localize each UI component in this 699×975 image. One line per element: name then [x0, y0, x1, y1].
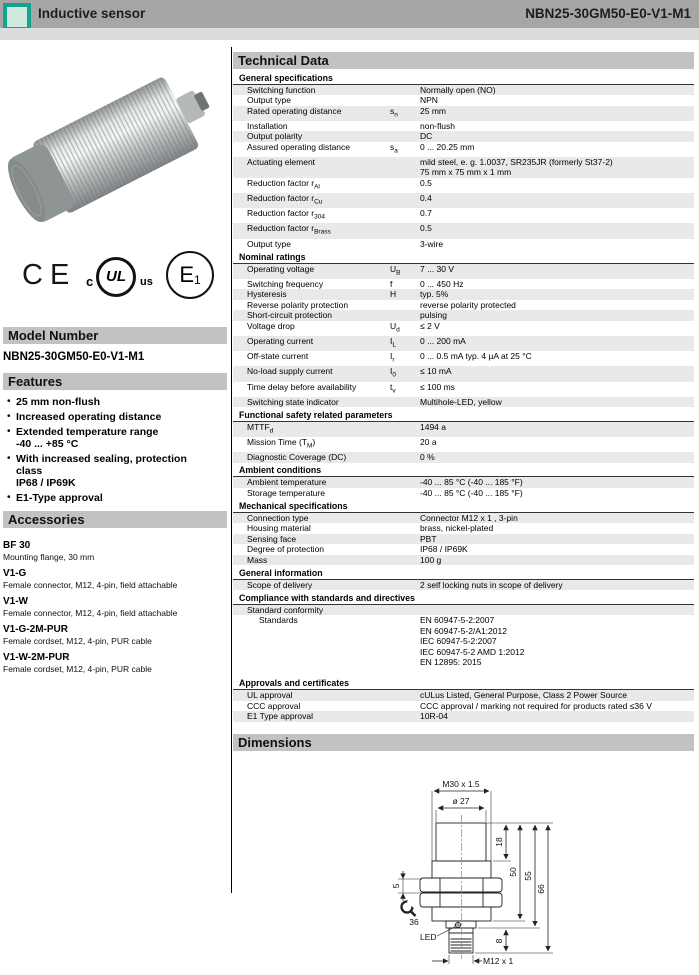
spec-label: Switching frequency	[247, 278, 324, 289]
spec-symbol	[390, 513, 420, 524]
accessory-description: Female cordset, M12, 4-pin, PUR cable	[3, 664, 152, 674]
spec-symbol: f	[390, 278, 393, 289]
spec-symbol	[390, 555, 420, 566]
spec-label: Sensing face	[247, 533, 297, 544]
spec-symbol: $s_a$	[390, 141, 398, 155]
spec-row	[233, 351, 694, 366]
spec-label: Switching state indicator	[247, 396, 339, 407]
spec-value-line: EN 12895: 2015	[420, 657, 482, 668]
spec-symbol	[390, 544, 420, 555]
spec-value	[420, 239, 694, 250]
model-number-heading: Model Number	[3, 327, 227, 344]
connector-thread-label: M12 x 1	[483, 955, 514, 966]
spec-value	[420, 605, 694, 616]
bullet-icon: •	[7, 426, 11, 437]
spec-row	[233, 397, 694, 408]
spec-value-line: 7 ... 30 V	[420, 263, 455, 274]
spec-row	[233, 615, 694, 668]
spec-label: Reverse polarity protection	[247, 299, 349, 310]
spec-value	[420, 142, 694, 157]
spec-value	[420, 223, 694, 238]
spec-value-line: 100 g	[420, 554, 442, 565]
spec-value-line: ≤ 10 mA	[420, 366, 452, 377]
spec-row	[233, 95, 694, 106]
spec-symbol	[390, 121, 420, 132]
spec-symbol	[390, 488, 420, 499]
feature-line: E1-Type approval	[16, 492, 103, 504]
spec-symbol: $I_L$	[390, 336, 396, 349]
spec-symbol	[390, 131, 420, 142]
dimension-drawing	[370, 775, 670, 975]
spec-row	[233, 239, 694, 250]
right-column	[233, 52, 699, 975]
spec-row	[233, 690, 694, 701]
spec-value-line: IEC 60947-5-2:2007	[420, 636, 497, 647]
dimensions-heading: Dimensions	[233, 734, 694, 751]
spec-label: Assured operating distance	[247, 141, 351, 152]
spec-label: Rated operating distance	[247, 105, 342, 116]
spec-row	[233, 264, 694, 279]
wrench-icon	[402, 896, 419, 915]
page-header	[0, 0, 699, 28]
spec-value	[420, 701, 694, 712]
spec-label: Reduction factor $r_{Cu}$	[247, 193, 323, 206]
accessory-description: Female cordset, M12, 4-pin, PUR cable	[3, 636, 152, 646]
spec-value-line: 25 mm	[420, 105, 446, 116]
dim-18-label: 18	[494, 836, 504, 847]
dim-55-label: 55	[523, 870, 533, 881]
spec-row	[233, 534, 694, 545]
spec-symbol	[390, 452, 420, 463]
spec-row	[233, 422, 694, 437]
spec-symbol	[390, 300, 420, 311]
spec-label: Operating current	[247, 336, 314, 346]
spec-value	[420, 157, 694, 178]
spec-value-line: Multihole-LED, yellow	[420, 396, 502, 407]
spec-value	[420, 544, 694, 555]
dim-5-label: 5	[391, 883, 401, 888]
spec-row	[233, 701, 694, 712]
spec-label: Time delay before availability	[247, 381, 357, 392]
spec-value	[420, 711, 694, 722]
spec-value	[420, 437, 694, 452]
spec-symbol: H	[390, 289, 397, 300]
cULus-logo-icon	[86, 256, 164, 302]
spec-value-line: 2 self locking nuts in scope of delivery	[420, 579, 563, 590]
accessories-list	[3, 534, 225, 674]
spec-label: Housing material	[247, 523, 311, 534]
feature-text	[16, 426, 158, 450]
accessory-name: V1-W	[3, 596, 28, 607]
spec-label: Reduction factor $r_{Brass}$	[247, 223, 331, 237]
feature-line: Extended temperature range	[16, 426, 159, 438]
spec-symbol: $I_0$	[390, 366, 396, 380]
feature-line: Increased operating distance	[16, 411, 162, 423]
spec-value-line: CCC approval / marking not required for products rated ≤36 V	[420, 700, 652, 711]
spec-row	[233, 121, 694, 132]
spec-value	[420, 366, 694, 381]
spec-row	[233, 106, 694, 121]
spec-label: CCC approval	[247, 700, 301, 711]
spec-value-line: PBT	[420, 533, 437, 544]
features-list	[3, 396, 225, 507]
spec-row	[233, 382, 694, 397]
spec-label: Diagnostic Coverage (DC)	[247, 452, 347, 463]
spec-value-line: cULus Listed, General Purpose, Class 2 Power Source	[420, 690, 627, 701]
dim-diameter-label: ø 27	[452, 795, 470, 806]
accessory-name: BF 30	[3, 540, 31, 551]
spec-label: Off-state current	[247, 351, 309, 362]
spec-symbol: $t_v$	[390, 381, 396, 395]
spec-row	[233, 178, 694, 193]
accessory-description: Female connector, M12, 4-pin, field attachable	[3, 608, 178, 618]
bullet-icon: •	[7, 492, 11, 503]
spec-row	[233, 605, 694, 616]
spec-value-line: 0.7	[420, 208, 432, 219]
wrench-size-label: 36	[409, 916, 419, 927]
accessory-description: Female connector, M12, 4-pin, field attachable	[3, 580, 178, 590]
spec-symbol	[390, 223, 420, 238]
spec-value	[420, 513, 694, 524]
spec-group-title: Mechanical specifications	[233, 498, 694, 513]
spec-value	[420, 523, 694, 534]
spec-label: Short-circuit protection	[247, 310, 333, 321]
e1-letter: E	[179, 262, 194, 287]
spec-row	[233, 488, 694, 499]
spec-group-title: Ambient conditions	[233, 463, 694, 478]
spec-symbol	[390, 397, 420, 408]
spec-value	[420, 106, 694, 121]
spec-value	[420, 336, 694, 351]
spec-value	[420, 382, 694, 397]
spec-row	[233, 711, 694, 722]
spec-value-line: Connector M12 x 1 , 3-pin	[420, 512, 518, 523]
spec-value	[420, 321, 694, 336]
spec-label: Operating voltage	[247, 263, 315, 274]
spec-group-title: Approvals and certificates	[233, 676, 694, 691]
spec-value	[420, 422, 694, 437]
spec-value-line: 0 ... 20.25 mm	[420, 141, 475, 152]
bullet-icon: •	[7, 411, 11, 422]
spec-value	[420, 351, 694, 366]
feature-item	[3, 453, 225, 489]
spec-row	[233, 321, 694, 336]
spec-symbol	[390, 523, 420, 534]
ul-us-label: us	[140, 276, 153, 288]
spec-value-line: reverse polarity protected	[420, 299, 516, 310]
spec-value-line: 75 mm x 75 mm x 1 mm	[420, 167, 512, 178]
spec-table	[233, 70, 694, 722]
spec-row	[233, 477, 694, 488]
dim-8-label: 8	[494, 938, 504, 943]
spec-value-line: pulsing	[420, 310, 447, 321]
spec-symbol	[390, 437, 420, 452]
led-label: LED	[420, 931, 437, 942]
bullet-icon: •	[7, 396, 11, 407]
spec-label: Installation	[247, 120, 288, 131]
feature-line: IP68 / IP69K	[16, 477, 76, 489]
feature-item	[3, 411, 225, 423]
ce-mark-icon: CE	[22, 259, 77, 291]
spec-value	[420, 85, 694, 96]
spec-symbol	[390, 477, 420, 488]
spec-row	[233, 523, 694, 534]
spec-value-line: EN 60947-5-2:2007	[420, 615, 495, 626]
spec-label: Standards	[259, 615, 298, 626]
accessories-heading: Accessories	[3, 511, 227, 528]
spec-symbol	[390, 701, 420, 712]
feature-line: class	[16, 465, 43, 477]
ul-c-label: c	[86, 274, 94, 289]
spec-row	[233, 208, 694, 223]
spec-value-line: -40 ... 85 °C (-40 ... 185 °F)	[420, 477, 523, 488]
feature-text	[16, 396, 100, 408]
product-photo	[8, 48, 220, 244]
spec-row	[233, 300, 694, 311]
spec-value-line: 20 a	[420, 436, 437, 447]
spec-value-line: typ. 5%	[420, 289, 449, 300]
spec-value-line: ≤ 2 V	[420, 320, 440, 331]
dim-66-label: 66	[536, 883, 546, 894]
spec-value	[420, 690, 694, 701]
spec-value-line: 0 %	[420, 452, 435, 463]
accessory-name: V1-W-2M-PUR	[3, 652, 70, 663]
spec-value	[420, 131, 694, 142]
spec-row	[233, 157, 694, 178]
spec-symbol	[390, 534, 420, 545]
spec-symbol	[390, 157, 420, 178]
spec-label: Mission Time $(T_M)$	[247, 436, 316, 450]
spec-row	[233, 452, 694, 463]
spec-symbol	[390, 95, 420, 106]
spec-group-title: General information	[233, 565, 694, 580]
dim-thread-label: M30 x 1.5	[442, 778, 480, 789]
spec-value	[420, 279, 694, 290]
feature-item	[3, 396, 225, 408]
spec-value	[420, 488, 694, 499]
feature-text	[16, 492, 103, 504]
left-column	[0, 40, 231, 893]
spec-label: Output polarity	[247, 131, 303, 142]
spec-value-line: IP68 / IP69K	[420, 544, 468, 555]
spec-value	[420, 615, 694, 668]
spec-label: Scope of delivery	[247, 579, 313, 590]
spec-symbol	[390, 85, 420, 96]
spec-row	[233, 310, 694, 321]
accessory-name: V1-G	[3, 568, 27, 579]
spec-value	[420, 310, 694, 321]
spec-symbol: $s_n$	[390, 105, 398, 119]
spec-group-title: Functional safety related parameters	[233, 407, 694, 422]
spec-value-line: 0.4	[420, 193, 432, 204]
column-divider	[231, 47, 232, 893]
spec-group-title: General specifications	[233, 70, 694, 85]
spec-value	[420, 534, 694, 545]
spec-symbol	[390, 615, 420, 668]
spec-value	[420, 289, 694, 300]
spec-value-line: 0 ... 200 mA	[420, 336, 466, 346]
spec-value	[420, 397, 694, 408]
spec-value	[420, 264, 694, 279]
spec-row	[233, 289, 694, 300]
spec-label: Voltage drop	[247, 320, 295, 331]
spec-row	[233, 85, 694, 96]
spec-symbol	[390, 239, 420, 250]
spec-label: UL approval	[247, 690, 293, 701]
spec-row	[233, 366, 694, 381]
feature-text	[16, 453, 187, 489]
spec-row	[233, 279, 694, 290]
spec-label: Degree of protection	[247, 544, 325, 555]
spec-value-line: IEC 60947-5-2 AMD 1:2012	[420, 646, 525, 657]
spec-label: Reduction factor $r_{304}$	[247, 208, 325, 221]
spec-value-line: -40 ... 85 °C (-40 ... 185 °F)	[420, 487, 523, 498]
spec-value	[420, 178, 694, 193]
ul-circle: UL	[96, 257, 136, 297]
spec-value	[420, 580, 694, 591]
spec-value-line: brass, nickel-plated	[420, 523, 494, 534]
spec-value-line: 0.5	[420, 223, 432, 234]
spec-label: E1 Type approval	[247, 711, 313, 722]
spec-row	[233, 513, 694, 524]
feature-line: With increased sealing, protection	[16, 453, 187, 465]
e1-approval-icon	[166, 251, 214, 299]
features-heading: Features	[3, 373, 227, 390]
spec-value	[420, 208, 694, 223]
spec-value-line: mild steel, e. g. 1.0037, SR235JR (formerly St37-2)	[420, 156, 613, 167]
spec-symbol	[390, 711, 420, 722]
spec-symbol	[390, 208, 420, 223]
spec-label: $MTTF_d$	[247, 421, 274, 435]
e1-number: 1	[194, 273, 201, 287]
spec-value-line: 3-wire	[420, 238, 444, 249]
spec-symbol: $U_B$	[390, 263, 401, 277]
spec-label: Output type	[247, 238, 291, 249]
spec-value-line: 0 ... 450 Hz	[420, 278, 464, 289]
spec-label: Storage temperature	[247, 487, 325, 498]
spec-value	[420, 121, 694, 132]
spec-value	[420, 477, 694, 488]
accessory-description: Mounting flange, 30 mm	[3, 552, 95, 562]
spec-group-title: Nominal ratings	[233, 249, 694, 264]
spec-label: Output type	[247, 95, 291, 105]
spec-value-line: 0 ... 0.5 mA typ. 4 µA at 25 °C	[420, 351, 532, 362]
spec-symbol: $I_r$	[390, 351, 395, 364]
spec-row	[233, 193, 694, 208]
spec-label: Hysteresis	[247, 289, 287, 300]
spec-symbol: $U_d$	[390, 320, 400, 334]
spec-value-line: NPN	[420, 95, 438, 105]
spec-label: Actuating element	[247, 156, 316, 167]
spec-row	[233, 544, 694, 555]
spec-row	[233, 555, 694, 566]
spec-row	[233, 580, 694, 591]
spec-row	[233, 437, 694, 452]
spec-value-line: EN 60947-5-2/A1:2012	[420, 625, 507, 636]
feature-text	[16, 411, 161, 423]
spec-label: Reduction factor $r_{Al}$	[247, 177, 320, 191]
spec-value	[420, 193, 694, 208]
spec-group-title: Compliance with standards and directives	[233, 590, 694, 605]
spec-symbol	[390, 178, 420, 193]
spec-value	[420, 95, 694, 106]
spec-value	[420, 452, 694, 463]
spec-label: Ambient temperature	[247, 477, 327, 488]
feature-item	[3, 426, 225, 450]
spec-value-line: ≤ 100 ms	[420, 381, 455, 392]
feature-line: -40 ... +85 °C	[16, 438, 79, 450]
feature-line: 25 mm non-flush	[16, 396, 101, 408]
spec-symbol	[390, 310, 420, 321]
spec-row	[233, 131, 694, 142]
dim-50-label: 50	[508, 866, 518, 877]
spec-value-line: Normally open (NO)	[420, 84, 496, 95]
header-model-number: NBN25-30GM50-E0-V1-M1	[525, 6, 691, 21]
spec-row	[233, 142, 694, 157]
spec-symbol	[390, 422, 420, 437]
accessory-name: V1-G-2M-PUR	[3, 624, 69, 635]
spec-value-line: 10R-04	[420, 711, 448, 722]
spec-symbol	[390, 605, 420, 616]
header-band	[0, 28, 699, 40]
spec-value-line: DC	[420, 131, 433, 142]
spec-value-line: non-flush	[420, 120, 455, 131]
spec-label: Connection type	[247, 512, 309, 523]
spec-label: Standard conformity	[247, 604, 324, 615]
brand-logo-icon	[3, 3, 31, 31]
feature-item	[3, 492, 225, 504]
page-title: Inductive sensor	[38, 6, 146, 21]
spec-value	[420, 555, 694, 566]
bullet-icon: •	[7, 453, 11, 464]
spec-label: Switching function	[247, 84, 316, 95]
spec-row	[233, 336, 694, 351]
spec-row	[233, 223, 694, 238]
model-number-value: NBN25-30GM50-E0-V1-M1	[3, 351, 145, 363]
technical-data-heading: Technical Data	[233, 52, 694, 69]
spec-symbol	[390, 580, 420, 591]
spec-symbol	[390, 193, 420, 208]
spec-label: No-load supply current	[247, 366, 333, 377]
spec-label: Mass	[247, 554, 268, 565]
spec-value-line: 0.5	[420, 177, 432, 188]
spec-value	[420, 300, 694, 311]
spec-symbol	[390, 690, 420, 701]
spec-value-line: 1494 a	[420, 421, 446, 432]
